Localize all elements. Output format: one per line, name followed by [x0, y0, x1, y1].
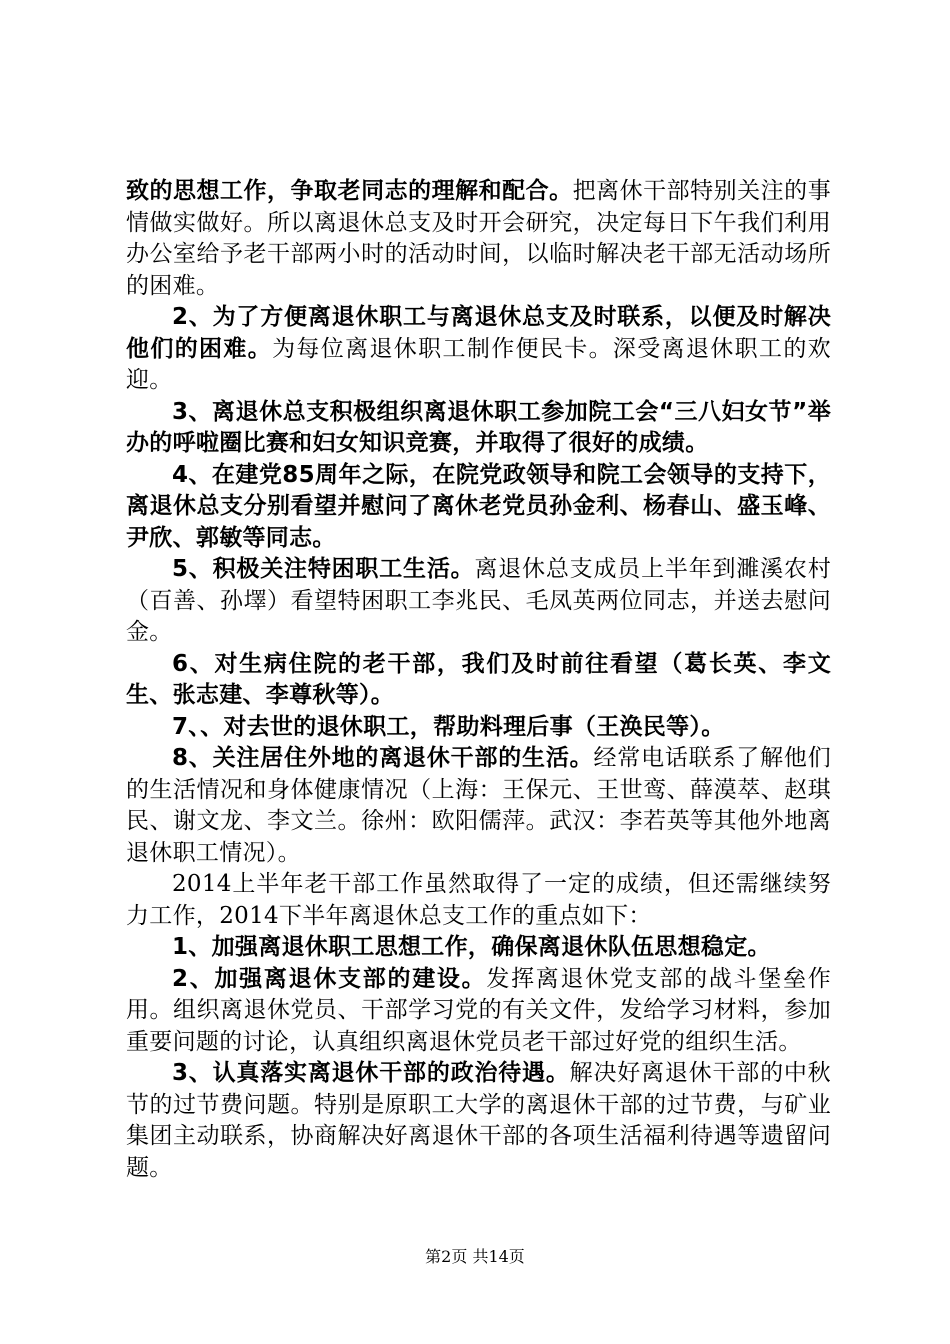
paragraph-2 — [126, 302, 831, 397]
paragraph-9-text: 2014上半年老干部工作虽然取得了一定的成绩，但还需继续努力工作，2014下半年离退休总支工作的重点如下： — [126, 871, 831, 929]
paragraph-12-bold: 3、认真落实离退休干部的政治待遇。 — [172, 1060, 570, 1086]
paragraph-8 — [126, 743, 831, 869]
paragraph-11-text: 发挥离退休党支部的战斗堡垒作用。组织离退休党员、干部学习党的有关文件，发给学习材料，参加重要问题的讨论，认真组织离退休党员老干部过好党的组织生活。 — [126, 965, 832, 1055]
paragraph-8-text: 经常电话联系了解他们的生活情况和身体健康情况（上海：王保元、王世鸾、薛漠萃、赵琪民、谢文龙、李文兰。徐州：欧阳儒萍。武汉：李若英等其他外地离退休职工情况）。 — [126, 745, 832, 866]
document-body — [126, 176, 831, 1184]
paragraph-12-text: 解决好离退休干部的中秋节的过节费问题。特别是原职工大学的离退休干部的过节费，与矿业集团主动联系，协商解决好离退休干部的各项生活福利待遇等遗留问题。 — [126, 1060, 831, 1181]
paragraph-9 — [126, 869, 831, 932]
paragraph-7-bold: 7、、对去世的退休职工，帮助料理后事（王涣民等）。 — [172, 713, 725, 740]
paragraph-3-bold: 3、离退休总支积极组织离退休职工参加院工会“三八妇女节”举办的呼啦圈比赛和妇女知识竞赛，并取得了很好的成绩。 — [126, 398, 831, 456]
paragraph-10-bold: 1、加强离退休职工思想工作，确保离退休队伍思想稳定。 — [172, 934, 771, 960]
paragraph-2-text: 为每位离退休职工制作便民卡。深受离退休职工的欢迎。 — [126, 335, 831, 393]
paragraph-6-bold: 6、对生病住院的老干部，我们及时前往看望（葛长英、李文生、张志建、李尊秋等）。 — [126, 650, 831, 708]
paragraph-3 — [126, 397, 831, 460]
page-footer — [0, 1244, 950, 1267]
page-number: 第2页 共14页 — [425, 1247, 525, 1266]
paragraph-4 — [126, 460, 831, 555]
paragraph-11 — [126, 964, 831, 1059]
paragraph-10 — [126, 932, 831, 964]
paragraph-4-bold: 4、在建党85周年之际，在院党政领导和院工会领导的支持下，离退休总支分别看望并慰问了离休老党员孙金利、杨春山、盛玉峰、尹欣、郭敏等同志。 — [126, 461, 831, 551]
paragraph-12 — [126, 1058, 831, 1184]
paragraph-11-bold: 2、加强离退休支部的建设。 — [172, 965, 487, 992]
paragraph-5-text: 离退休总支成员上半年到濉溪农村（百善、孙墿）看望特困职工李兆民、毛凤英两位同志，并送去慰问金。 — [126, 556, 832, 645]
paragraph-7 — [126, 712, 831, 744]
paragraph-1 — [126, 176, 831, 302]
paragraph-1-text: 把离休干部特别关注的事情做实做好。所以离退休总支及时开会研究，决定每日下午我们利用办公室给予老干部两小时的活动时间，以临时解决老干部无活动场所的困难。 — [126, 178, 831, 299]
paragraph-2-bold: 2、为了方便离退休职工与离退休总支及时联系，以便及时解决他们的困难。 — [126, 304, 831, 362]
paragraph-5-bold: 5、积极关注特困职工生活。 — [172, 556, 475, 582]
paragraph-8-bold: 8、关注居住外地的离退休干部的生活。 — [172, 745, 594, 771]
paragraph-6 — [126, 649, 831, 712]
paragraph-1-bold: 致的思想工作，争取老同志的理解和配合。 — [126, 178, 573, 204]
paragraph-5 — [126, 554, 831, 649]
